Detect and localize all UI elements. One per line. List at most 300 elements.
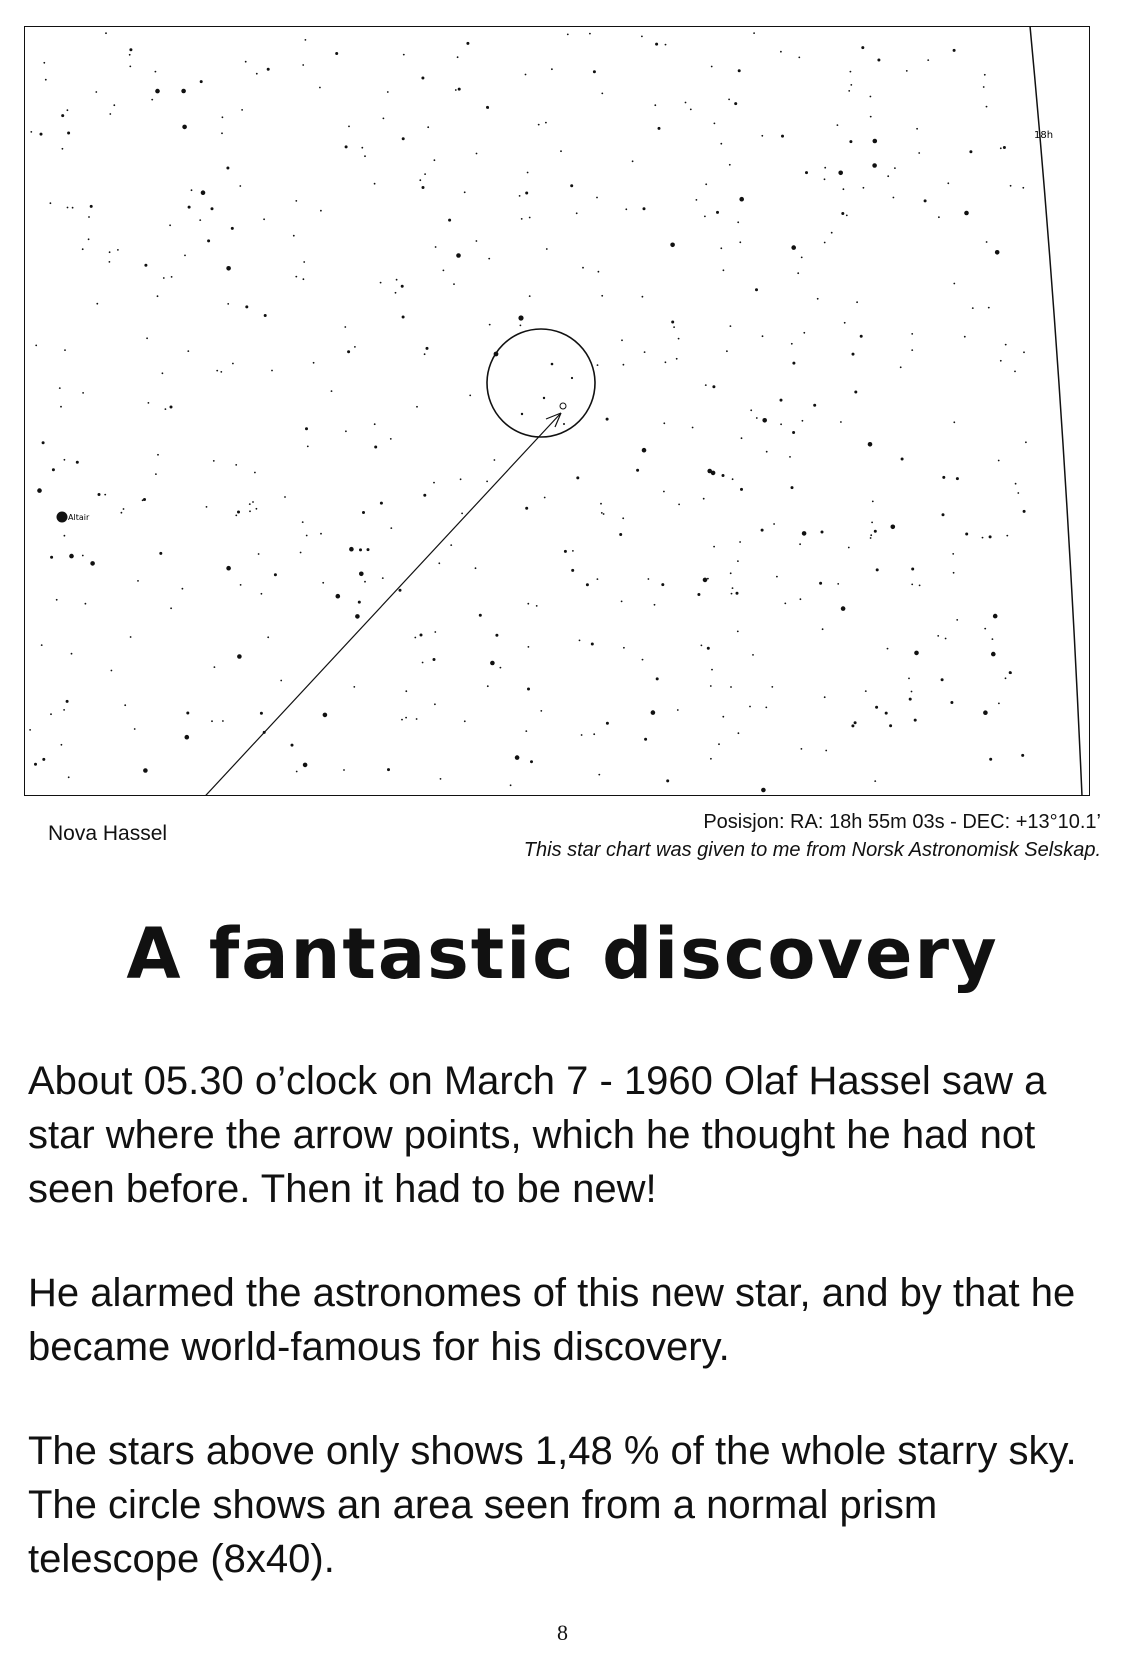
star bbox=[900, 366, 902, 368]
star bbox=[848, 547, 850, 549]
star bbox=[249, 503, 251, 505]
star bbox=[677, 709, 679, 711]
star bbox=[345, 145, 348, 148]
star bbox=[374, 446, 377, 449]
star bbox=[894, 167, 896, 169]
star bbox=[1003, 146, 1006, 149]
star bbox=[67, 109, 69, 111]
star bbox=[117, 249, 119, 251]
star bbox=[861, 46, 864, 49]
star bbox=[838, 171, 843, 176]
star bbox=[319, 87, 321, 89]
star bbox=[422, 186, 425, 189]
star bbox=[545, 122, 547, 124]
star bbox=[34, 763, 37, 766]
star bbox=[109, 113, 111, 115]
star bbox=[519, 195, 521, 197]
star bbox=[155, 71, 157, 73]
star bbox=[871, 522, 873, 524]
star bbox=[469, 395, 471, 397]
star bbox=[343, 769, 345, 771]
star bbox=[104, 494, 106, 496]
star bbox=[885, 712, 888, 715]
star bbox=[148, 402, 150, 404]
star bbox=[761, 788, 766, 793]
star bbox=[739, 541, 741, 543]
star bbox=[711, 66, 713, 68]
star bbox=[761, 529, 764, 532]
star bbox=[361, 147, 363, 149]
star bbox=[380, 282, 382, 284]
star bbox=[654, 104, 656, 106]
star bbox=[851, 724, 854, 727]
star bbox=[625, 208, 627, 210]
star bbox=[213, 460, 215, 462]
star bbox=[546, 248, 548, 250]
star bbox=[214, 666, 216, 668]
star bbox=[655, 43, 658, 46]
star bbox=[129, 48, 132, 51]
star bbox=[756, 417, 758, 419]
star bbox=[781, 135, 784, 138]
star-chart-svg bbox=[24, 26, 1090, 796]
star bbox=[755, 288, 758, 291]
star bbox=[841, 606, 846, 611]
star bbox=[730, 572, 732, 574]
star bbox=[525, 192, 528, 195]
star bbox=[766, 451, 768, 453]
star bbox=[69, 554, 74, 559]
star bbox=[551, 363, 554, 366]
star bbox=[671, 321, 674, 324]
star bbox=[146, 337, 148, 339]
star bbox=[982, 537, 984, 539]
star bbox=[824, 242, 826, 244]
star bbox=[906, 70, 908, 72]
star bbox=[423, 494, 426, 497]
star bbox=[761, 135, 763, 137]
star bbox=[113, 104, 115, 106]
star bbox=[479, 614, 482, 617]
star bbox=[621, 339, 623, 341]
star bbox=[464, 191, 466, 193]
star bbox=[35, 345, 37, 347]
star bbox=[642, 448, 647, 453]
star bbox=[395, 292, 397, 294]
star bbox=[527, 688, 530, 691]
star bbox=[448, 219, 451, 222]
star bbox=[983, 86, 985, 88]
star bbox=[942, 513, 945, 516]
star bbox=[475, 567, 477, 569]
star bbox=[914, 719, 917, 722]
star bbox=[1025, 441, 1027, 443]
star bbox=[544, 497, 546, 499]
star bbox=[572, 550, 574, 552]
chart-frame bbox=[24, 26, 1090, 796]
star bbox=[90, 561, 95, 566]
star bbox=[730, 325, 732, 327]
star bbox=[434, 703, 436, 705]
star bbox=[476, 240, 478, 242]
star bbox=[825, 750, 827, 752]
star bbox=[813, 404, 816, 407]
star bbox=[953, 283, 955, 285]
star bbox=[72, 207, 74, 209]
star bbox=[876, 568, 879, 571]
star bbox=[819, 582, 822, 585]
star bbox=[529, 217, 531, 219]
star bbox=[665, 361, 667, 363]
star bbox=[434, 159, 436, 161]
star bbox=[211, 720, 213, 722]
star bbox=[854, 721, 857, 724]
star bbox=[601, 512, 603, 514]
star bbox=[461, 513, 463, 515]
star bbox=[495, 634, 498, 637]
star bbox=[170, 406, 173, 409]
star bbox=[157, 295, 159, 297]
star bbox=[950, 701, 953, 704]
star bbox=[801, 257, 803, 259]
star bbox=[663, 491, 665, 493]
star bbox=[367, 548, 370, 551]
star bbox=[88, 216, 90, 218]
star bbox=[741, 437, 743, 439]
star bbox=[241, 109, 243, 111]
star bbox=[598, 774, 600, 776]
star bbox=[68, 776, 70, 778]
star bbox=[802, 531, 807, 536]
star bbox=[852, 353, 855, 356]
star bbox=[416, 718, 418, 720]
star bbox=[874, 530, 877, 533]
star bbox=[296, 771, 298, 773]
star bbox=[753, 32, 755, 34]
star bbox=[644, 738, 647, 741]
star bbox=[271, 370, 273, 372]
star bbox=[1014, 371, 1016, 373]
star bbox=[623, 647, 625, 649]
star bbox=[1023, 510, 1026, 513]
star bbox=[50, 202, 52, 204]
star bbox=[623, 364, 625, 366]
star bbox=[182, 125, 187, 130]
star bbox=[267, 68, 270, 71]
star bbox=[773, 523, 775, 525]
star bbox=[911, 333, 913, 335]
star bbox=[186, 712, 189, 715]
star bbox=[435, 246, 437, 248]
chart-caption bbox=[524, 808, 1101, 864]
star bbox=[433, 482, 435, 484]
star bbox=[82, 555, 84, 557]
star bbox=[383, 118, 385, 120]
star bbox=[85, 603, 87, 605]
star bbox=[45, 79, 47, 81]
star bbox=[707, 578, 709, 580]
star bbox=[354, 346, 356, 348]
star bbox=[597, 578, 599, 580]
star bbox=[632, 160, 634, 162]
star bbox=[731, 593, 733, 595]
star bbox=[991, 652, 996, 657]
paragraph-3: The stars above only shows 1,48 % of the whole starry sky. The circle shows an area seen from a normal prism telescope (8x40). bbox=[28, 1429, 1077, 1581]
star bbox=[726, 350, 728, 352]
star bbox=[121, 512, 123, 514]
star bbox=[222, 720, 224, 722]
star bbox=[144, 264, 147, 267]
star bbox=[221, 132, 223, 134]
star bbox=[666, 779, 669, 782]
star bbox=[752, 654, 754, 656]
star bbox=[226, 566, 231, 571]
star bbox=[364, 581, 366, 583]
star bbox=[919, 585, 921, 587]
star bbox=[714, 123, 716, 125]
star bbox=[606, 418, 609, 421]
star bbox=[658, 127, 661, 130]
star bbox=[893, 197, 895, 199]
star bbox=[239, 185, 241, 187]
star bbox=[124, 704, 126, 706]
star bbox=[670, 243, 675, 248]
star bbox=[123, 508, 125, 510]
star bbox=[538, 124, 540, 126]
star bbox=[589, 33, 591, 35]
star bbox=[390, 438, 392, 440]
star bbox=[90, 205, 93, 208]
star bbox=[95, 91, 97, 93]
star bbox=[601, 93, 603, 95]
star bbox=[1000, 360, 1002, 362]
star bbox=[642, 659, 644, 661]
star bbox=[713, 546, 715, 548]
altair-star bbox=[57, 512, 68, 523]
star bbox=[854, 391, 857, 394]
star bbox=[50, 713, 52, 715]
star bbox=[678, 338, 680, 340]
star bbox=[863, 187, 865, 189]
star bbox=[235, 515, 237, 517]
star bbox=[872, 163, 877, 168]
star bbox=[887, 175, 889, 177]
star bbox=[800, 598, 802, 600]
star bbox=[844, 322, 846, 324]
star bbox=[648, 578, 650, 580]
star bbox=[995, 250, 1000, 255]
star bbox=[380, 502, 383, 505]
star bbox=[868, 442, 873, 447]
star bbox=[641, 36, 643, 38]
star bbox=[207, 239, 210, 242]
star bbox=[30, 131, 32, 133]
star bbox=[1021, 754, 1024, 757]
star bbox=[358, 601, 361, 604]
star bbox=[711, 669, 713, 671]
star bbox=[597, 364, 599, 366]
star bbox=[151, 99, 153, 101]
star bbox=[159, 552, 162, 555]
star bbox=[345, 430, 347, 432]
star bbox=[551, 68, 553, 70]
star bbox=[901, 458, 904, 461]
star bbox=[419, 179, 421, 181]
star bbox=[137, 580, 139, 582]
star bbox=[199, 219, 201, 221]
paragraph-2: He alarmed the astronomes of this new star, and by that he became world-famous for his discovery. bbox=[28, 1271, 1076, 1369]
star bbox=[586, 583, 589, 586]
star bbox=[984, 74, 986, 76]
star bbox=[765, 707, 767, 709]
star bbox=[571, 377, 573, 379]
star bbox=[56, 599, 58, 601]
star bbox=[739, 241, 741, 243]
star bbox=[416, 406, 418, 408]
star bbox=[690, 109, 692, 111]
star bbox=[969, 150, 972, 153]
star bbox=[889, 724, 892, 727]
star bbox=[433, 658, 436, 661]
star bbox=[749, 706, 751, 708]
star bbox=[37, 488, 42, 493]
star bbox=[464, 720, 466, 722]
star bbox=[42, 758, 45, 761]
star bbox=[521, 413, 523, 415]
star bbox=[421, 77, 424, 80]
star bbox=[802, 420, 804, 422]
star bbox=[734, 102, 737, 105]
star bbox=[323, 713, 328, 718]
star bbox=[762, 335, 764, 337]
star bbox=[576, 212, 578, 214]
star bbox=[707, 469, 712, 474]
star bbox=[840, 421, 842, 423]
star bbox=[872, 501, 874, 503]
star bbox=[956, 619, 958, 621]
star bbox=[673, 326, 675, 328]
star bbox=[598, 271, 600, 273]
star bbox=[129, 54, 131, 56]
star bbox=[911, 568, 914, 571]
star bbox=[720, 143, 722, 145]
star bbox=[780, 51, 782, 53]
star bbox=[797, 272, 799, 274]
star bbox=[336, 594, 341, 599]
star bbox=[945, 638, 947, 640]
star bbox=[821, 531, 824, 534]
star bbox=[295, 200, 297, 202]
meridian-label: 18h bbox=[1034, 130, 1054, 141]
star bbox=[661, 583, 664, 586]
star bbox=[82, 392, 84, 394]
star bbox=[909, 698, 912, 701]
star bbox=[486, 481, 488, 483]
star bbox=[696, 199, 698, 201]
star bbox=[953, 572, 955, 574]
star bbox=[420, 634, 423, 637]
star bbox=[249, 510, 251, 512]
star bbox=[776, 576, 778, 578]
star bbox=[732, 478, 734, 480]
star bbox=[581, 734, 583, 736]
star bbox=[622, 517, 624, 519]
star bbox=[784, 603, 786, 605]
star bbox=[487, 107, 489, 109]
star bbox=[331, 390, 333, 392]
star bbox=[606, 722, 609, 725]
star bbox=[817, 298, 819, 300]
star bbox=[993, 614, 998, 619]
star bbox=[64, 535, 66, 537]
star bbox=[846, 215, 848, 217]
star bbox=[651, 710, 656, 715]
star bbox=[601, 295, 603, 297]
star bbox=[258, 553, 260, 555]
star bbox=[703, 498, 705, 500]
star bbox=[427, 126, 429, 128]
star bbox=[402, 137, 405, 140]
star bbox=[293, 235, 295, 237]
star bbox=[162, 372, 164, 374]
star bbox=[130, 636, 132, 638]
star bbox=[1010, 185, 1012, 187]
star bbox=[165, 408, 167, 410]
star bbox=[831, 232, 833, 234]
star bbox=[302, 521, 304, 523]
star bbox=[399, 589, 402, 592]
star bbox=[998, 460, 1000, 462]
star bbox=[1022, 187, 1024, 189]
star bbox=[942, 476, 945, 479]
star bbox=[927, 59, 929, 61]
star bbox=[82, 248, 84, 250]
star bbox=[184, 255, 186, 257]
star bbox=[720, 247, 722, 249]
star bbox=[235, 464, 237, 466]
star bbox=[374, 423, 376, 425]
star bbox=[267, 636, 269, 638]
star bbox=[347, 350, 350, 353]
nova-marker bbox=[560, 403, 566, 409]
star bbox=[181, 89, 186, 94]
page-title: A fantastic discovery bbox=[126, 913, 999, 995]
star bbox=[29, 729, 31, 731]
star bbox=[579, 640, 581, 642]
star bbox=[848, 90, 850, 92]
star bbox=[856, 301, 858, 303]
star bbox=[908, 678, 910, 680]
star bbox=[843, 188, 845, 190]
star bbox=[560, 150, 562, 152]
star bbox=[771, 686, 773, 688]
page-number: 8 bbox=[557, 1620, 568, 1645]
star bbox=[924, 199, 927, 202]
star bbox=[685, 102, 687, 104]
star bbox=[349, 547, 354, 552]
star bbox=[62, 148, 64, 150]
star bbox=[521, 218, 523, 220]
star bbox=[528, 646, 530, 648]
star bbox=[353, 686, 355, 688]
star bbox=[487, 685, 489, 687]
star bbox=[88, 238, 90, 240]
star bbox=[737, 560, 739, 562]
star bbox=[401, 285, 404, 288]
star bbox=[254, 472, 256, 474]
star bbox=[440, 778, 442, 780]
star bbox=[582, 267, 584, 269]
